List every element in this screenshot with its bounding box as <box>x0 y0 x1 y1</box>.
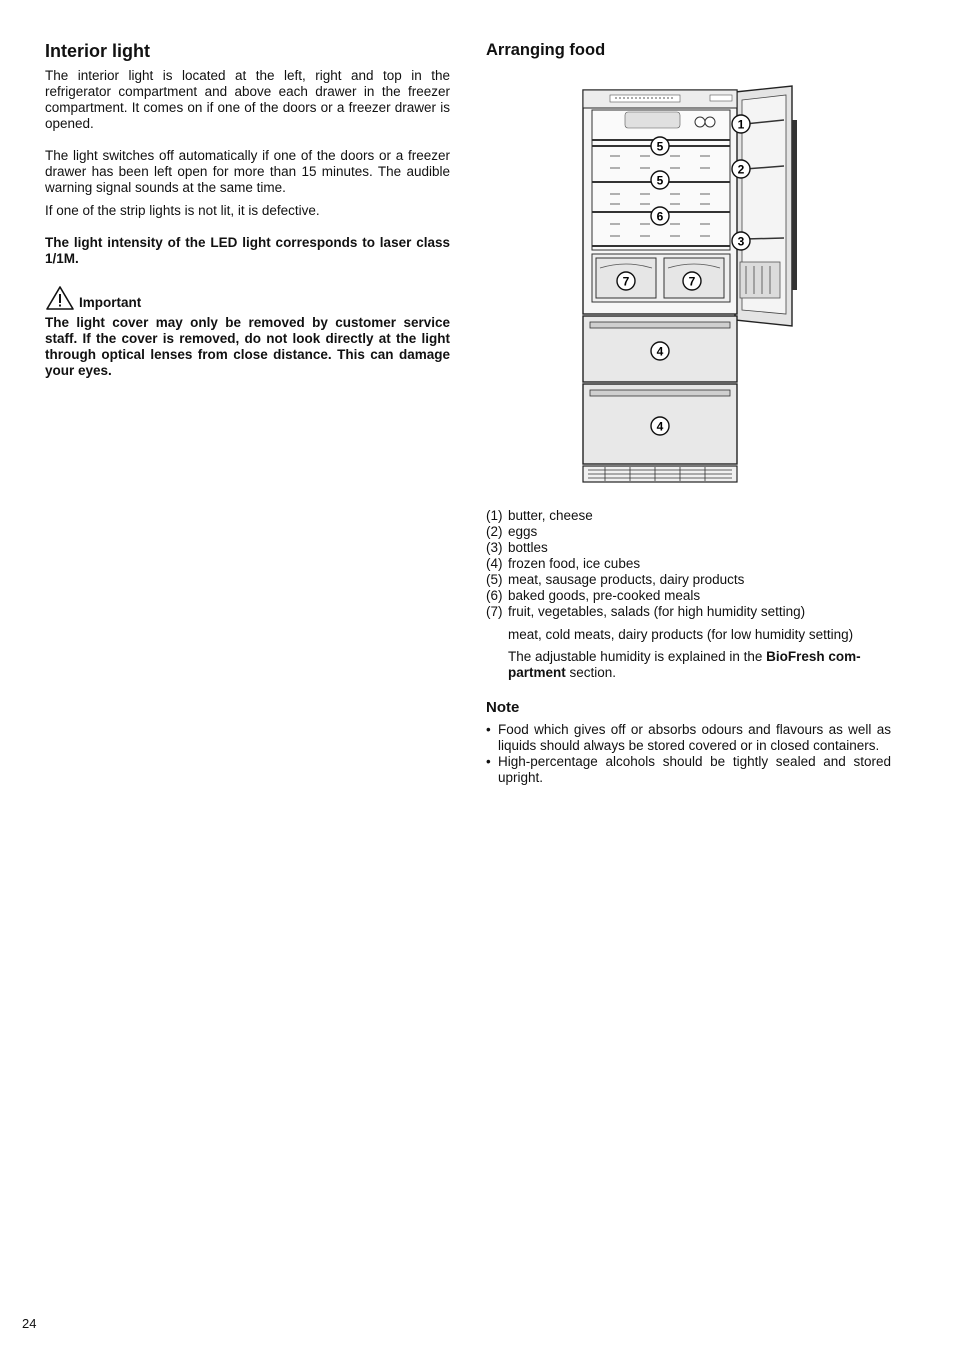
svg-text:2: 2 <box>737 162 745 177</box>
interior-light-paragraph-2: The light switches off automatically if one of the doors or a freezer drawer has been left open for more than 15 minutes. The audible warning signal sounds at the same time. <box>45 148 450 195</box>
callout-4-top <box>651 342 669 360</box>
callout-5-top <box>651 137 669 155</box>
important-header <box>45 285 450 311</box>
legend-item: (1) butter, cheese <box>486 508 593 523</box>
biofresh-reference: BioFresh com-partment <box>508 649 861 680</box>
note-section <box>486 698 891 786</box>
legend-continuation: meat, cold meats, dairy products (for low humidity setting) <box>508 627 854 642</box>
laser-class-note: The light intensity of the LED light corresponds to laser class 1/1M. <box>45 235 450 266</box>
svg-text:4: 4 <box>656 419 664 434</box>
note-item: • Food which gives off or absorbs odours and flavours as well as liquids should always be stored covered or in closed containers. <box>486 722 891 753</box>
callout-5-bottom <box>651 171 669 189</box>
legend-item: (3) bottles <box>486 540 548 555</box>
warning-text: The light cover may only be removed by customer service staff. If the cover is removed, do not look directly at the light through optical lenses from close distance. This can damage your eyes. <box>45 315 450 378</box>
callout-6 <box>651 207 669 225</box>
note-list <box>486 722 891 786</box>
interior-light-section <box>45 40 450 379</box>
note-heading: Note <box>486 699 520 716</box>
svg-text:5: 5 <box>656 139 664 154</box>
callout-4-bottom <box>651 417 669 435</box>
interior-light-heading: Interior light <box>45 41 150 61</box>
callout-3 <box>732 232 750 250</box>
svg-text:3: 3 <box>737 234 745 249</box>
callout-2 <box>732 160 750 178</box>
svg-text:1: 1 <box>737 117 745 132</box>
fridge-illustration <box>580 84 800 486</box>
humidity-note: The adjustable humidity is explained in the BioFresh com-partment section. <box>508 649 861 680</box>
interior-light-paragraph-1: The interior light is located at the left, right and top in the refrigerator compartment and above each drawer in the freezer compartment. It comes on if one of the doors or a freezer drawer is opened. <box>45 68 450 131</box>
legend-item: (4) frozen food, ice cubes <box>486 556 641 571</box>
legend-item: (6) baked goods, pre-cooked meals <box>486 588 701 603</box>
legend-item: (2) eggs <box>486 524 538 539</box>
warning-triangle-icon <box>45 285 75 311</box>
legend-item: (5) meat, sausage products, dairy products <box>486 572 745 587</box>
arranging-food-heading: Arranging food <box>486 41 606 59</box>
svg-text:7: 7 <box>688 274 696 289</box>
svg-text:4: 4 <box>656 344 664 359</box>
fridge-diagram <box>580 84 800 486</box>
food-legend <box>486 508 896 681</box>
callout-7-left <box>617 272 635 290</box>
interior-light-paragraph-3: If one of the strip lights is not lit, it is defective. <box>45 203 320 218</box>
callout-1 <box>732 115 750 133</box>
svg-text:5: 5 <box>656 173 664 188</box>
arranging-food-section <box>486 40 896 60</box>
important-label: Important <box>79 295 142 310</box>
callout-7-right <box>683 272 701 290</box>
note-item: • High-percentage alcohols should be tightly sealed and stored upright. <box>486 754 891 785</box>
legend-item: (7) fruit, vegetables, salads (for high humidity setting) <box>486 604 806 619</box>
page-number: 24 <box>22 1316 37 1331</box>
svg-text:6: 6 <box>656 209 664 224</box>
svg-text:7: 7 <box>622 274 630 289</box>
